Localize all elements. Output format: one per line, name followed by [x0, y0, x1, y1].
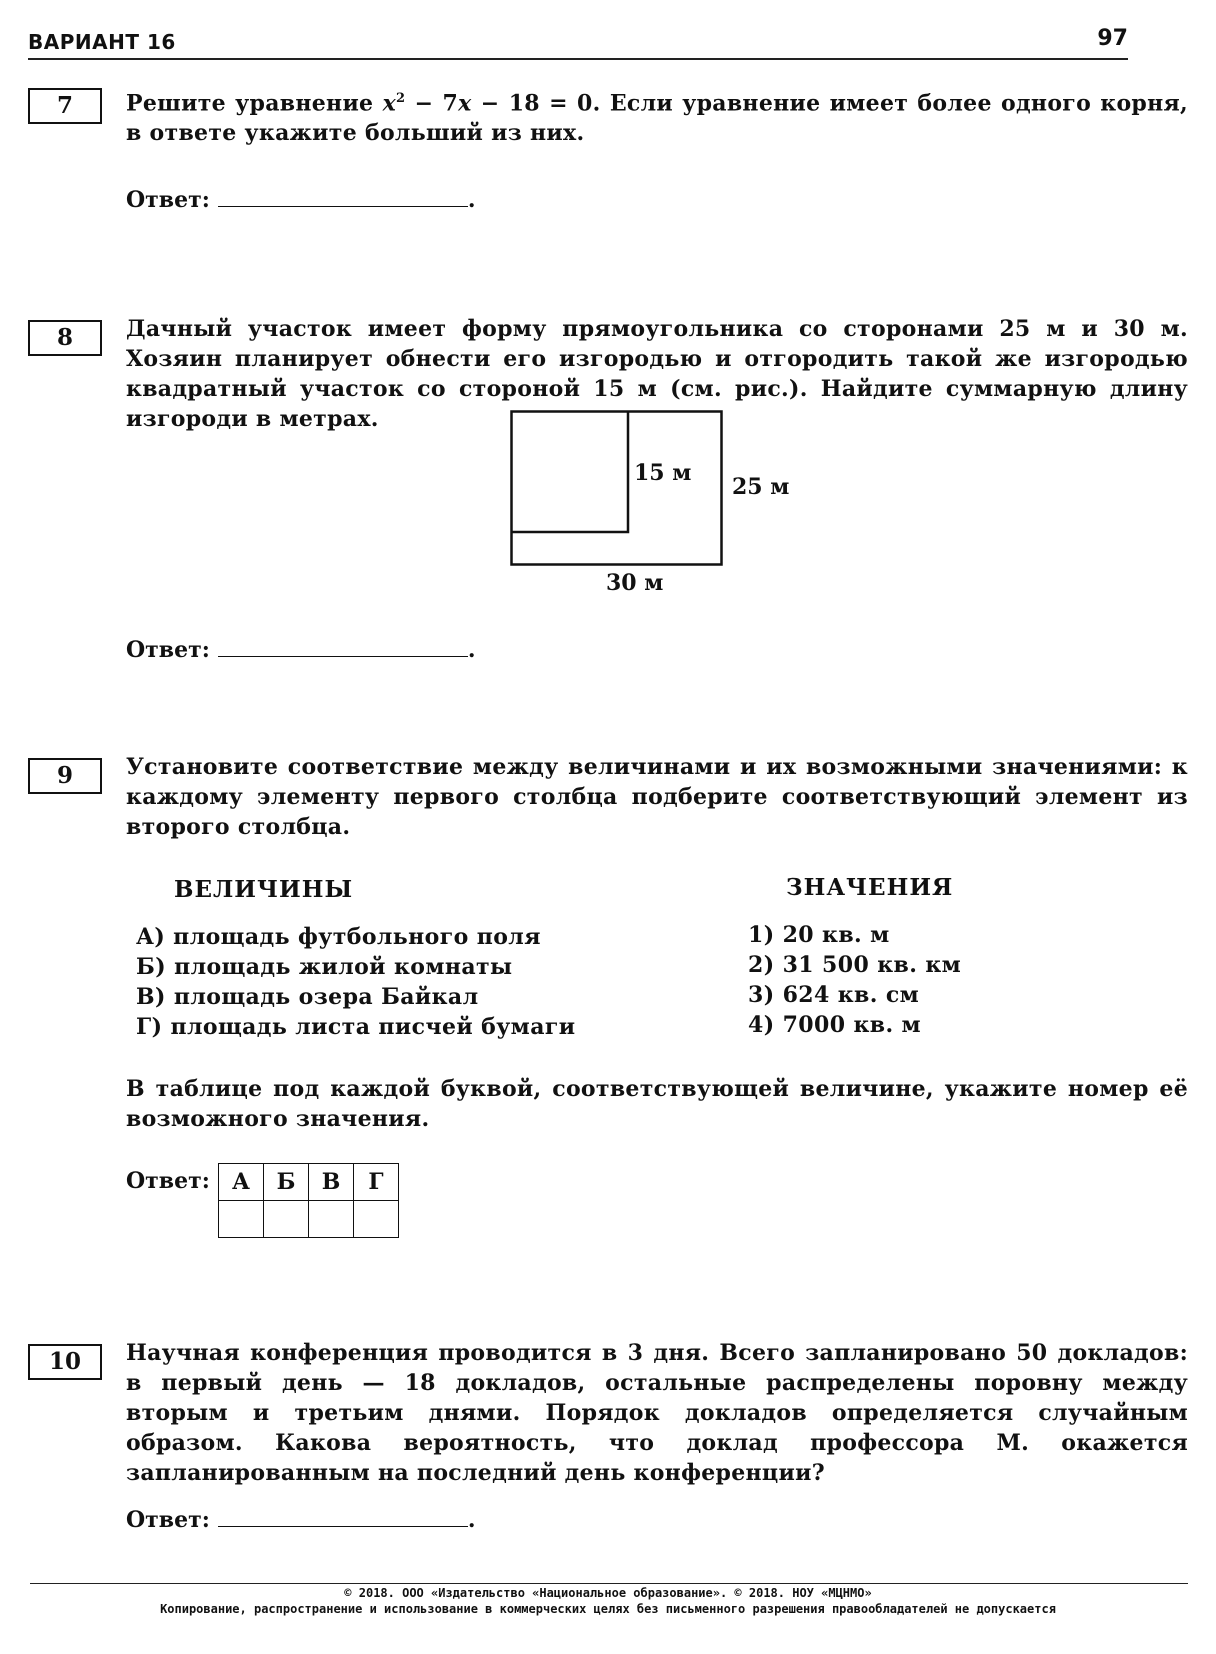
task-9-number: 9: [28, 758, 102, 794]
task-8-answer: Ответ: .: [126, 637, 476, 663]
task-8-text: Дачный участок имеет форму прямоугольника со сторонами 25 м и 30 м. Хозяин планирует обнести его изгородью и отгородить такой же изгородью квадратный участок со стороной 15 м (см. рис.). Найдите суммарную длину изгороди в метрах.: [126, 316, 1188, 432]
footer-copyright: © 2018. ООО «Издательство «Национальное образование». © 2018. НОУ «МЦНМО»: [344, 1586, 872, 1600]
task-9-answer-label: Ответ:: [126, 1168, 210, 1194]
quantities-header: ВЕЛИЧИНЫ: [174, 876, 354, 903]
quantity-v: В) площадь озера Байкал: [136, 984, 479, 1010]
answer-cell-a[interactable]: [219, 1201, 264, 1238]
task-10-number: 10: [28, 1344, 102, 1380]
answer-cell-v[interactable]: [309, 1201, 354, 1238]
answer-col-a: А: [219, 1164, 264, 1201]
label-25m: 25 м: [732, 474, 790, 500]
answer-cell-g[interactable]: [354, 1201, 399, 1238]
answer-table-header-row: [219, 1164, 399, 1201]
task-8-number: 8: [28, 320, 102, 356]
value-3: 3) 624 кв. см: [748, 982, 920, 1008]
quantity-g: Г) площадь листа писчей бумаги: [136, 1014, 576, 1040]
answer-col-b: Б: [264, 1164, 309, 1201]
task-7-answer-field[interactable]: [218, 186, 468, 207]
task-10-text: Научная конференция проводится в 3 дня. Всего запланировано 50 докладов: в первый день — 18 докладов, остальные распределены поровну между вторым и третьим днями. Порядок докладов определяется случайным образом. Какова вероятность, что доклад профессора М. окажется запланированным на последний день конференции?: [126, 1340, 1188, 1486]
task-7-number: 7: [28, 88, 102, 124]
value-2: 2) 31 500 кв. км: [748, 952, 962, 978]
plot-diagram: [510, 410, 725, 568]
task-7-answer: Ответ: .: [126, 187, 476, 213]
plot-square: [512, 412, 629, 533]
page-number: 97: [1097, 26, 1128, 51]
answer-table-input-row: [219, 1201, 399, 1238]
label-30m: 30 м: [606, 570, 664, 596]
quantity-b: Б) площадь жилой комнаты: [136, 954, 513, 980]
task-10-answer: Ответ: .: [126, 1507, 476, 1533]
task-7-text: Решите уравнение $x^2 - 7x - 18 = 0$. Если уравнение имеет более одного корня, в ответе укажите больший из них.: [126, 90, 1189, 147]
variant-title: ВАРИАНТ 16: [28, 30, 176, 54]
answer-col-v: В: [309, 1164, 354, 1201]
value-1: 1) 20 кв. м: [748, 922, 890, 948]
answer-cell-b[interactable]: [264, 1201, 309, 1238]
quantity-a: А) площадь футбольного поля: [136, 924, 541, 950]
plot-outer-rect: [512, 412, 722, 565]
label-15m: 15 м: [634, 460, 692, 486]
task-10-answer-field[interactable]: [218, 1506, 468, 1527]
task-9-instruction: В таблице под каждой буквой, соответствующей величине, укажите номер её возможного значения.: [126, 1076, 1188, 1132]
value-4: 4) 7000 кв. м: [748, 1012, 922, 1038]
footer-divider: [30, 1583, 1188, 1584]
task-9-text: Установите соответствие между величинами и их возможными значениями: к каждому элементу первого столбца подберите соответствующий элемент из второго столбца.: [126, 754, 1188, 840]
header-divider: [28, 58, 1128, 60]
task-9-answer-table: [218, 1163, 399, 1238]
footer-notice: Копирование, распространение и использование в коммерческих целях без письменного разрешения правообладателей не допускается: [160, 1602, 1056, 1616]
values-header: ЗНАЧЕНИЯ: [786, 874, 954, 901]
task-8-answer-field[interactable]: [218, 636, 468, 657]
answer-col-g: Г: [354, 1164, 399, 1201]
